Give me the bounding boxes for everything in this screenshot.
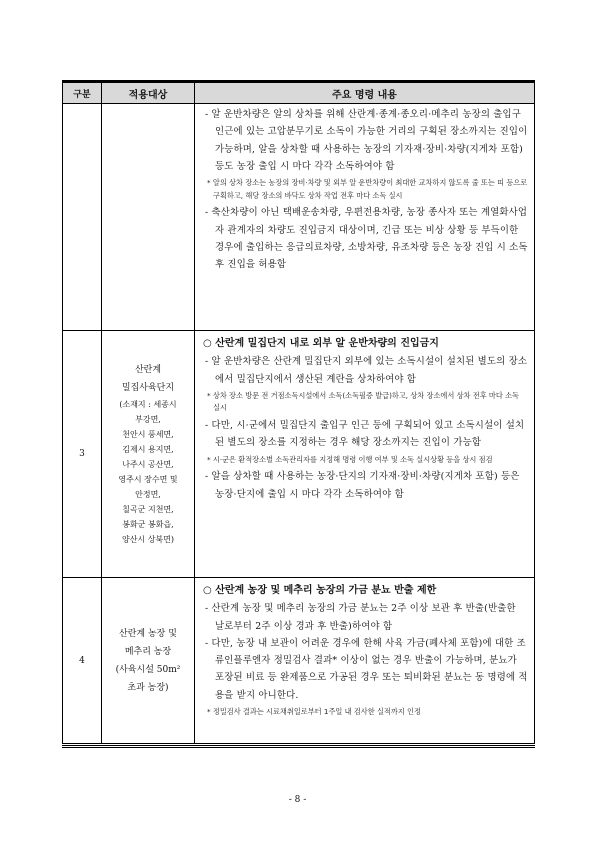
note-item: * 시·군은 환적장소별 소독관리자를 지정해 명령 이행 여부 및 소독 실시상황 등을 상시 점검	[207, 454, 493, 464]
target-location: 봉화군 봉화읍,	[122, 520, 174, 529]
bottom-double-rule	[62, 745, 535, 748]
target-line: 산란계	[134, 365, 162, 375]
bullet-item: - 알 운반차량은 산란계 밀집단지 외부에 있는 소독시설이 설치된 별도의 장소에서 밀집단지에서 생산된 계란을 상차하여야 함	[205, 356, 528, 385]
note-item: * 알의 상차 장소는 농장의 장비·차량 및 외부 알 운반차량이 최대한 교차하지 않도록 줄 또는 띠 등으로 구획하고, 해당 장소의 바닥도 상차 작업 전후 마다 소독 실시	[207, 178, 528, 200]
target-line: 산란계 농장 및	[119, 628, 177, 639]
section-heading: ○ 산란계 농장 및 메추리 농장의 가금 분뇨 반출 제한	[203, 585, 437, 596]
note-item: * 상차 장소 방문 전 거점소독시설에서 소독(소독필증 발급)하고, 상차 장소에서 상차 전후 마다 소독 실시	[207, 390, 519, 413]
target-line: 밀집사육단지	[121, 383, 175, 393]
bullet-item: - 다만, 시·군에서 밀집단지 출입구 인근 등에 구획되어 있고 소독시설이 설치된 별도의 장소를 지정하는 경우 해당 장소까지는 진입이 가능함	[205, 420, 525, 449]
bullet-item: - 알을 상차할 때 사용하는 농장·단지의 기자재·장비·차량(지게차 포함) 등은 농장·단지에 출입 시 마다 각각 소독하여야 함	[205, 471, 520, 500]
order-table	[62, 82, 535, 744]
target-location: 나주시 공산면,	[122, 460, 174, 469]
target-location: 칠곡군 지천면,	[122, 505, 174, 514]
table-row	[63, 331, 535, 578]
header-content: 주요 명령 내용	[195, 83, 535, 104]
section-heading: ○ 산란계 밀집단지 내로 외부 알 운반차량의 진입금지	[203, 338, 439, 349]
bullet-item: - 알 운반차량은 알의 상차를 위해 산란계·종계·종오리·메추리 농장의 출입구 인근에 있는 고압분무기로 소독이 가능한 거리의 구획된 장소까지는 진입이 가능하며, 알을 상차할 때 사용하는 농장의 기자재·장비·차량(지게차 포함) 등도 농장 출입 시 마다 각각 소독하여야 함	[205, 109, 528, 172]
target-location: 천안시 풍세면,	[122, 430, 174, 439]
row4-content	[195, 578, 535, 744]
bullet-item: - 산란계 농장 및 메추리 농장의 가금 분뇨는 2주 이상 보관 후 반출(반출한 날로부터 2주 이상 경과 후 반출)하여야 함	[205, 603, 516, 632]
row3-no: 3	[63, 331, 102, 578]
table-header-row	[63, 83, 535, 104]
target-location: 양산시 상북면)	[121, 535, 175, 544]
row-cont-content	[195, 104, 535, 331]
header-target: 적용대상	[102, 83, 195, 104]
document-table-wrapper	[62, 82, 535, 744]
target-location: 김제시 용지면,	[122, 445, 174, 454]
row3-target	[102, 331, 195, 578]
target-line: 메추리 농장	[124, 646, 172, 657]
page-number: - 8 -	[288, 795, 307, 805]
target-location: 안정면,	[135, 490, 161, 499]
row3-content	[195, 331, 535, 578]
bullet-item: - 다만, 농장 내 보관이 어려운 경우에 한해 사육 가금(폐사체 포함)에 대한 조류인플루엔자 정밀검사 결과* 이상이 없는 경우 반출이 가능하며, 분뇨가 포장된 비료 등 완제품으로 가공된 경우 또는 퇴비화된 분뇨는 동 명령에 적용을 받지 아니한다.	[205, 637, 528, 701]
target-line: 초과 농장)	[127, 682, 169, 693]
target-location: 부강면,	[135, 415, 161, 424]
table-row	[63, 578, 535, 744]
note-item: * 정밀검사 결과는 시료채취일로부터 1주일 내 검사한 실적까지 인정	[207, 707, 421, 717]
target-location: (소재지 : 세종시	[119, 400, 177, 409]
target-location: 영주시 장수면 및	[118, 475, 178, 484]
row4-target	[102, 578, 195, 744]
row-cont-target	[102, 104, 195, 331]
header-category: 구분	[63, 83, 102, 104]
bullet-item: - 축산차량이 아닌 택배운송차량, 우편전용차량, 농장 종사자 또는 계열화사업자 관계자의 차량도 진입금지 대상이며, 긴급 또는 비상 상황 등 부득이한 경우에 출입하는 응급의료차량, 소방차량, 유조차량 등은 농장 진입 시 소독 후 진입을 허용함	[205, 207, 528, 271]
target-line: (사육시설 50m²	[115, 664, 181, 675]
table-row	[63, 104, 535, 331]
row-cont-no	[63, 104, 102, 331]
row4-no: 4	[63, 578, 102, 744]
